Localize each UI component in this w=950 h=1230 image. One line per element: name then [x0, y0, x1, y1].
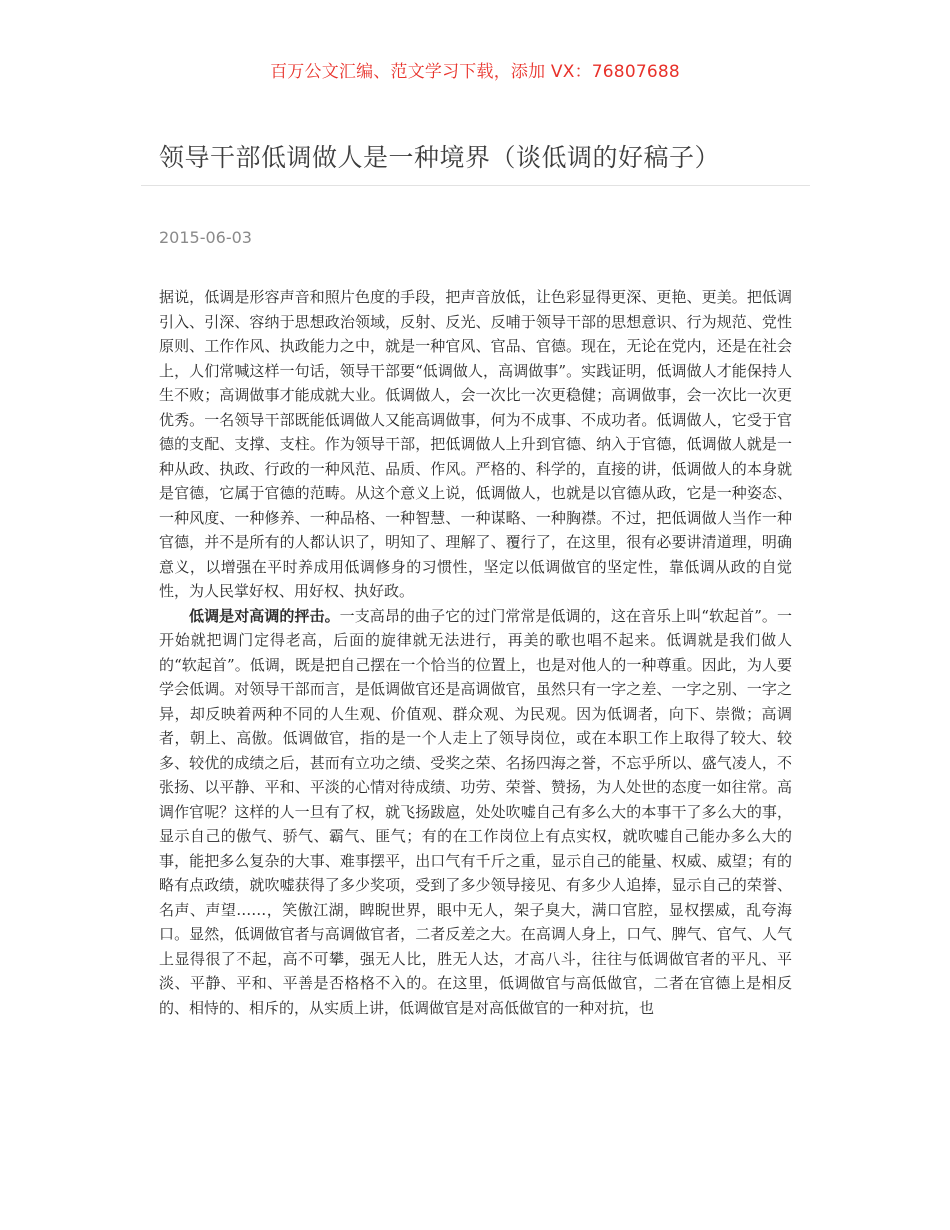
paragraph-2-heading: 低调是对高调的抨击。	[189, 606, 340, 625]
paragraph-1: 据说，低调是形容声音和照片色度的手段，把声音放低，让色彩显得更深、更艳、更美。把低调引入、引深、容纳于思想政治领域，反射、反光、反哺于领导干部的思想意识、行为规范、党性原则、工作作风、执政能力之中，就是一种官风、官品、官德。现在，无论在党内，还是在社会上，人们常喊这样一句话，领导干部要“低调做人，高调做事”。实践证明，低调做人才能保持人生不败；高调做事才能成就大业。低调做人，会一次比一次更稳健；高调做事，会一次比一次更优秀。一名领导干部既能低调做人又能高调做事，何为不成事、不成功者。低调做人，它受于官德的支配、支撑、支柱。作为领导干部，把低调做人上升到官德、纳入于官德，低调做人就是一种从政、执政、行政的一种风范、品质、作风。严格的、科学的，直接的讲，低调做人的本身就是官德，它属于官德的范畴。从这个意义上说，低调做人，也就是以官德从政，它是一种姿态、一种风度、一种修养、一种品格、一种智慧、一种谋略、一种胸襟。不过，把低调做人当作一种官德，并不是所有的人都认识了，明知了、理解了、覆行了，在这里，很有必要讲清道理，明确意义，以增强在平时养成用低调修身的习惯性，坚定以低调做官的坚定性，靠低调从政的自觉性，为人民掌好权、用好权、执好政。	[159, 288, 792, 600]
title-divider	[141, 185, 810, 186]
article-title: 领导干部低调做人是一种境界（谈低调的好稿子）	[159, 143, 721, 172]
article-body	[159, 285, 792, 1020]
publish-date: 2015-06-03	[159, 228, 252, 247]
promo-banner: 百万公文汇编、范文学习下载，添加 VX：76807688	[270, 62, 680, 82]
paragraph-2-text: 一支高昂的曲子它的过门常常是低调的，这在音乐上叫“软起首”。一开始就把调门定得老高，后面的旋律就无法进行，再美的歌也唱不起来。低调就是我们做人的“软起首”。低调，既是把自己摆在一个恰当的位置上，也是对他人的一种尊重。因此，为人要学会低调。对领导干部而言，是低调做官还是高调做官，虽然只有一字之差、一字之别、一字之异，却反映着两种不同的人生观、价值观、群众观、为民观。因为低调者，向下、崇微；高调者，朝上、高傲。低调做官，指的是一个人走上了领导岗位，或在本职工作上取得了较大、较多、较优的成绩之后，甚而有立功之绩、受奖之荣、名扬四海之誉，不忘乎所以、盛气凌人，不张扬、以平静、平和、平淡的心情对待成绩、功劳、荣誉、赞扬，为人处世的态度一如往常。高调作官呢？这样的人一旦有了权，就飞扬跋扈，处处吹嘘自己有多么大的本事干了多么大的事，显示自己的傲气、骄气、霸气、匪气；有的在工作岗位上有点实权，就吹嘘自己能办多么大的事，能把多么复杂的大事、难事摆平，出口气有千斤之重，显示自己的能量、权威、威望；有的略有点政绩，就吹嘘获得了多少奖项，受到了多少领导接见、有多少人追捧，显示自己的荣誉、名声、声望……，笑傲江湖，睥睨世界，眼中无人，架子臭大，满口官腔，显权摆威，乱夸海口。显然，低调做官者与高调做官者，二者反差之大。在高调人身上，口气、脾气、官气、人气上显得很了不起，高不可攀，强无人比，胜无人达，才高八斗，往往与低调做官者的平凡、平淡、平静、平和、平善是否格格不入的。在这里，低调做官与高低做官，二者在官德上是相反的、相恃的、相斥的，从实质上讲，低调做官是对高低做官的一种对抗，也	[159, 606, 792, 1017]
paragraph-2	[159, 604, 792, 1021]
